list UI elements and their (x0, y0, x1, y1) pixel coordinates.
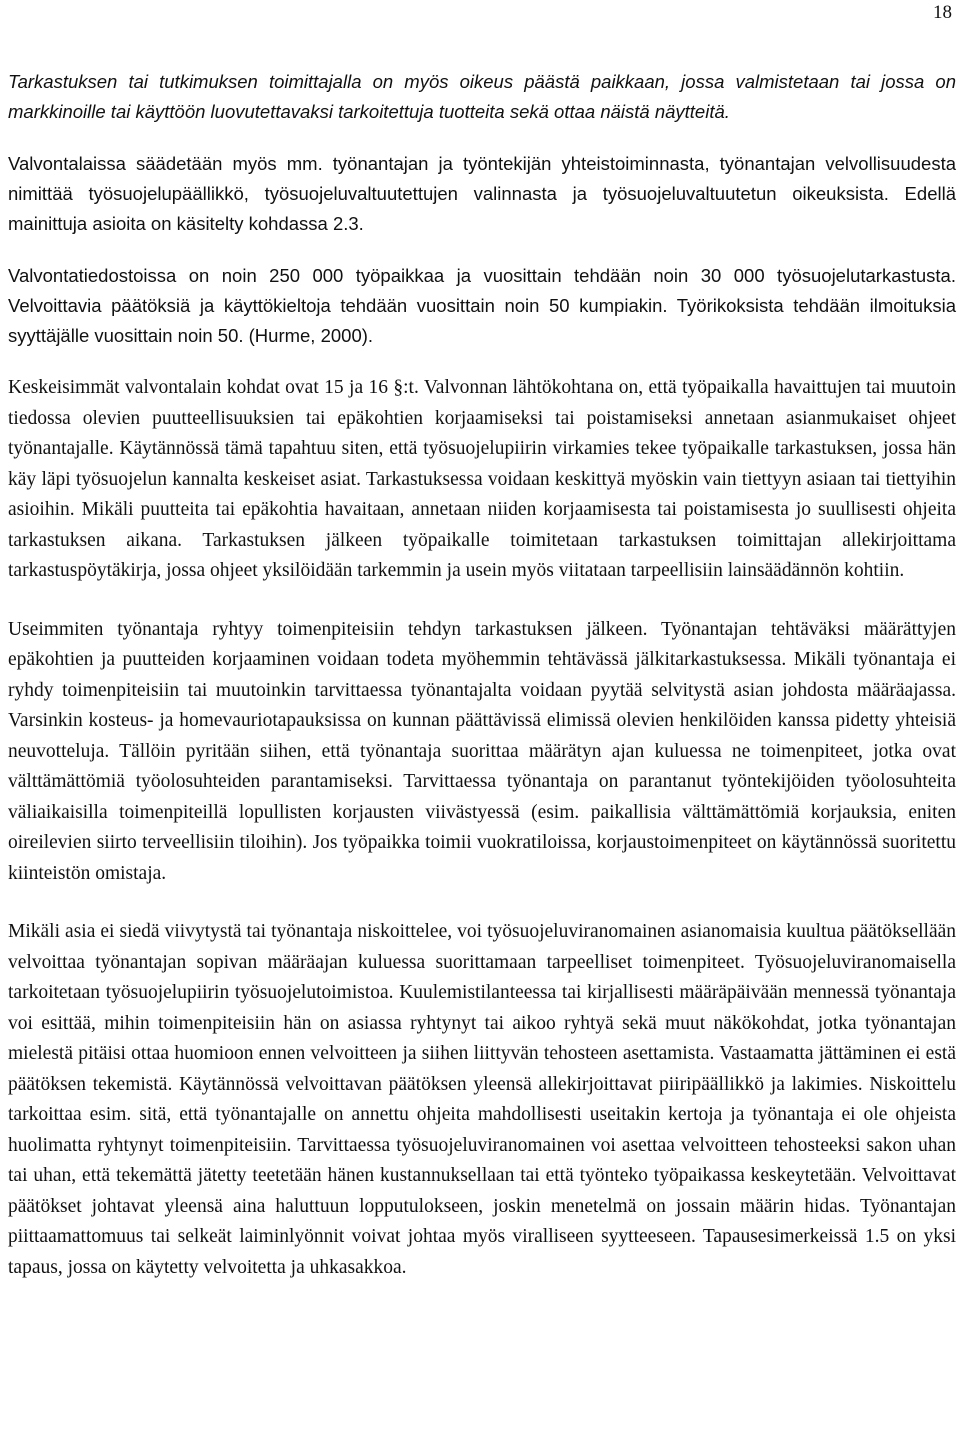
paragraph-key-sections: Keskeisimmät valvontalain kohdat ovat 15 ja 16 §:t. Valvonnan lähtökohtana on, että työpaikalla havaittujen tai muutoin tiedossa olevien puutteellisuuksien tai epäkohtien korjaamiseksi tai poistamiseksi annetaan asianmukaiset ohjeet työnantajalle. Käytännössä tämä tapahtuu siten, että työsuojelupiirin virkamies tekee työpaikalle tarkastuksen, jossa hän käy läpi työsuojelun kannalta keskeiset asiat. Tarkastuksessa voidaan keskittyä myöskin vain tiettyyn asiaan tai tiettyihin asioihin. Mikäli puutteita tai epäkohtia havaitaan, annetaan niiden korjaamisesta tai poistamisesta jo suullisesti ohjeita tarkastuksen aikana. Tarkastuksen jälkeen työpaikalle toimitetaan tarkastuksen toimittajan allekirjoittama tarkastuspöytäkirja, jossa ohjeet yksilöidään tarkemmin ja usein myös viitataan tarpeellisiin lainsäädännön kohtiin. (8, 377, 956, 581)
paragraph-binding-decisions: Mikäli asia ei siedä viivytystä tai työnantaja niskoittelee, voi työsuojeluviranomainen asianomaisia kuultua päätöksellään velvoittaa työnantajan sopivan määräajan kuluessa suorittamaan tarpeelliset toimenpiteet. Työsuojeluviranomaisella tarkoitetaan työsuojelupiirin työsuojelutoimistoa. Kuulemistilanteessa tai kirjallisesti määräpäivään mennessä työnantaja voi esittää, mihin toimenpiteisiin hän on asiassa ryhtynyt tai aikoo ryhtyä sekä muut näkökohdat, jotka työnantajan mielestä pitäisi ottaa huomioon ennen velvoitteen ja siihen liittyvän tehosteen asettamista. Vastaamatta jättäminen ei estä päätöksen tekemistä. Käytännössä velvoittavan päätöksen yleensä allekirjoittavat piiripäällikkö ja lakimies. Niskoittelu tarkoittaa esim. sitä, että työnantajalle on annettu ohjeita mahdollisesti useitakin kertoja ja työnantaja ei ole ohjeista huolimatta ryhtynyt toimenpiteisiin. Tarvittaessa työsuojeluviranomainen voi asettaa velvoitteen tehosteeksi sakon uhan tai uhan, että tekemättä jätetty teetetään hänen kustannuksellaan tai että työnteko työpaikassa keskeytetään. Velvoittavat päätökset johtavat yleensä aina haluttuun lopputulokseen, joskin menetelmä on jossain määrin hidas. Työnantajan piittaamattomuus tai selkeät laiminlyönnit voivat johtaa myös viralliseen syytteeseen. Tapausesimerkeissä 1.5 on yksi tapaus, jossa on käytetty velvoitetta ja uhkasakkoa. (8, 921, 956, 1278)
paragraph-statistics: Valvontatiedostoissa on noin 250 000 työpaikkaa ja vuosittain tehdään noin 30 000 työsuojelutarkastusta. Velvoittavia päätöksiä ja käyttökieltoja tehdään vuosittain noin 50 kumpiakin. Työrikoksista tehdään ilmoituksia syyttäjälle vuosittain noin 50. (Hurme, 2000). (8, 265, 956, 346)
paragraph-supervision-law: Valvontalaissa säädetään myös mm. työnantajan ja työntekijän yhteistoiminnasta, työnantajan velvollisuudesta nimittää työsuojelupäällikkö, työsuojeluvaltuutettujen valinnasta ja työsuojeluvaltuutetun oikeuksista. Edellä mainittuja asioita on käsitelty kohdassa 2.3. (8, 153, 956, 234)
page-number: 18 (933, 2, 952, 23)
paragraph-employer-actions: Useimmiten työnantaja ryhtyy toimenpiteisiin tehdyn tarkastuksen jälkeen. Työnantajan tehtäväksi määrättyjen epäkohtien ja puutteiden korjaaminen voidaan todeta myöhemmin tehtävässä jälkitarkastuksessa. Mikäli työnantaja ei ryhdy toimenpiteisiin tai muutoinkin tarvittaessa työnantajalta voidaan pyytää selvitystä asian johdosta määräajassa. Varsinkin kosteus- ja homevauriotapauksissa on kunnan päättävissä elimissä olevien henkilöiden kanssa pidetty yhteisiä neuvotteluja. Tällöin pyritään siihen, että työnantaja suorittaa määrätyn ajan kuluessa ne toimenpiteet, jotka ovat välttämättömiä työolosuhteiden parantamiseksi. Tarvittaessa työnantaja on parantanut työntekijöiden työolosuhteita väliaikaisilla toimenpiteillä lopullisten korjausten viivästyessä (esim. paikallisia välttämättömiä korjauksia, eniten oireilevien siirto terveellisiin tiloihin). Jos työpaikka toimii vuokratiloissa, korjaustoimenpiteet on käytännössä suoritettu kiinteistön omistaja. (8, 618, 956, 884)
document-body (8, 67, 956, 1283)
paragraph-inspection-rights: Tarkastuksen tai tutkimuksen toimittajalla on myös oikeus päästä paikkaan, jossa valmistetaan tai jossa on markkinoille tai käyttöön luovutettavaksi tarkoitettuja tuotteita sekä ottaa näistä näytteitä. (8, 71, 956, 122)
